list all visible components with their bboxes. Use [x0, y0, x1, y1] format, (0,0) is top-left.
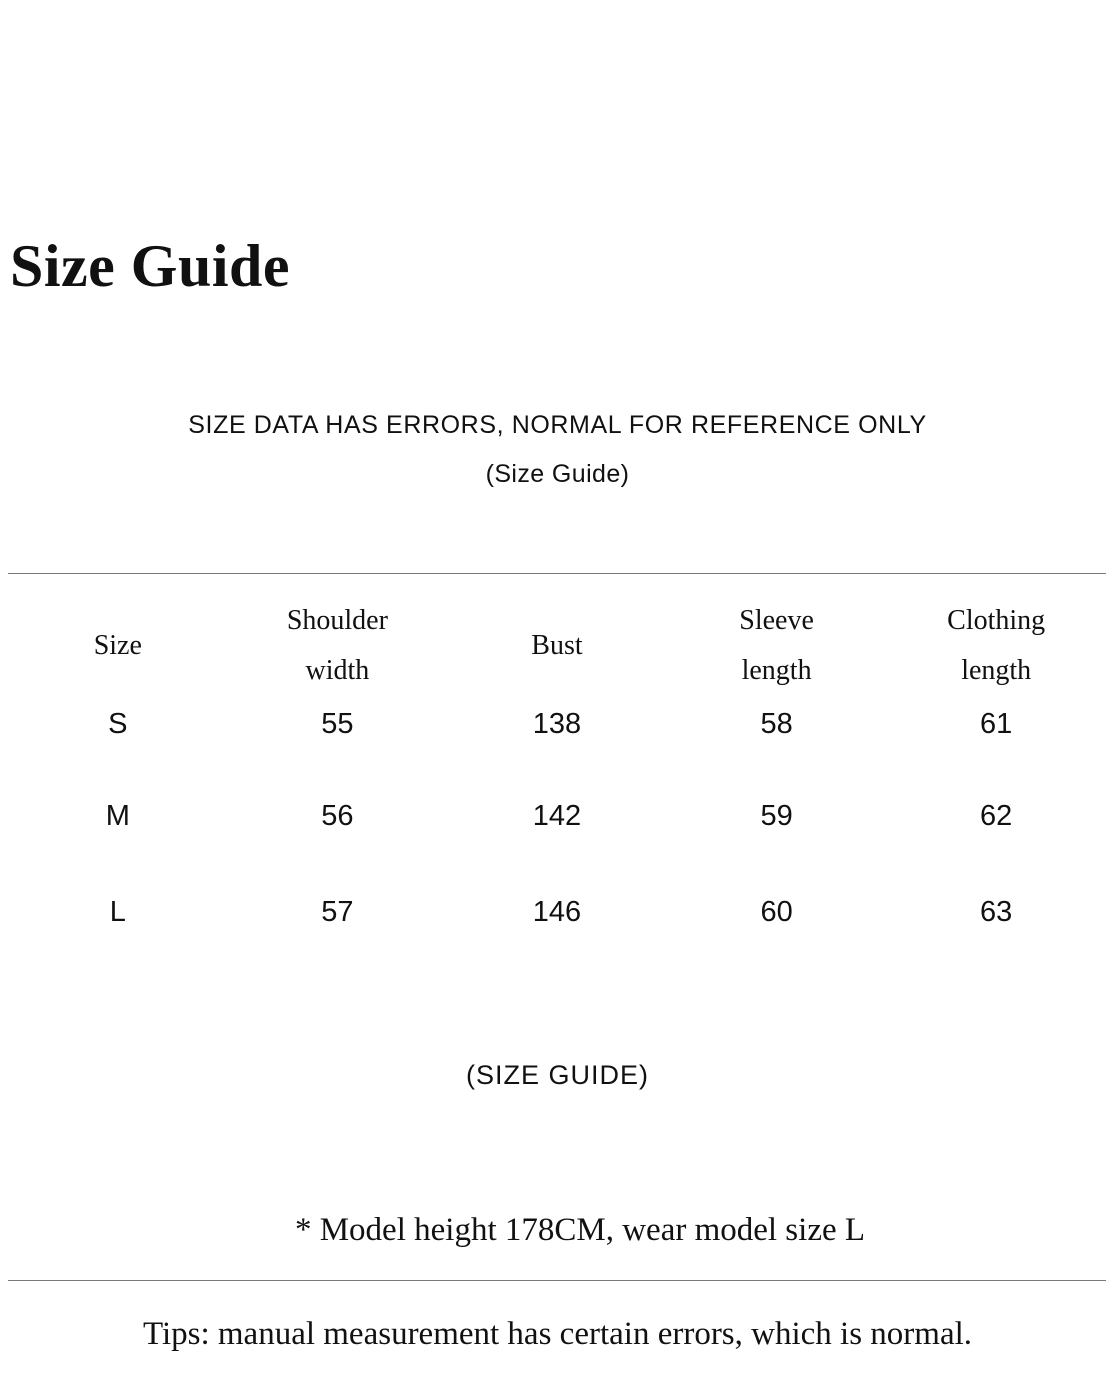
- top-divider: [8, 573, 1106, 574]
- size-table-header: [8, 596, 1106, 696]
- size-table-body: [8, 696, 1106, 960]
- cell-shoulder-width: 57: [321, 895, 354, 928]
- cell-clothing-length: 62: [980, 799, 1013, 832]
- cell-bust: 138: [532, 708, 582, 740]
- cell-shoulder-width: 55: [321, 708, 354, 740]
- cell-sleeve-length: 60: [760, 895, 793, 928]
- cell-bust: 142: [532, 799, 582, 832]
- cell-size: S: [108, 708, 128, 740]
- header-shoulder-width-line2: width: [305, 655, 370, 686]
- bottom-divider: [8, 1280, 1106, 1281]
- table-row-m: [8, 768, 1106, 864]
- header-bust-label: Bust: [531, 630, 583, 661]
- header-clothing-length-line2: length: [961, 655, 1032, 686]
- model-height-note: * Model height 178CM, wear model size L: [294, 1212, 866, 1248]
- measurement-tips: Tips: manual measurement has certain errors, which is normal.: [142, 1316, 973, 1352]
- header-shoulder-width: [228, 596, 448, 696]
- cell-sleeve-length: 58: [760, 708, 793, 740]
- cell-clothing-length: 63: [980, 895, 1013, 928]
- cell-bust: 146: [532, 895, 582, 928]
- header-bust: [447, 596, 667, 696]
- header-sleeve-length: [667, 596, 887, 696]
- cell-clothing-length: 61: [980, 708, 1013, 740]
- reference-notice: SIZE DATA HAS ERRORS, NORMAL FOR REFERENCE ONLY: [188, 411, 927, 439]
- header-sleeve-length-line1: Sleeve: [739, 605, 814, 636]
- cell-sleeve-length: 59: [760, 799, 793, 832]
- header-shoulder-width-line1: Shoulder: [286, 605, 388, 636]
- cell-size: L: [109, 895, 126, 928]
- header-sleeve-length-line2: length: [741, 655, 812, 686]
- header-clothing-length: [886, 596, 1106, 696]
- header-row: [8, 596, 1106, 696]
- header-clothing-length-line1: Clothing: [947, 605, 1046, 636]
- header-size: [8, 596, 228, 696]
- size-guide-subtitle: (Size Guide): [485, 460, 630, 488]
- page-title: Size Guide: [10, 233, 291, 299]
- header-size-label: Size: [93, 630, 142, 661]
- size-guide-footer-label: (SIZE GUIDE): [465, 1060, 649, 1090]
- table-row-s: [8, 696, 1106, 768]
- table-row-l: [8, 864, 1106, 960]
- cell-size: M: [105, 799, 130, 832]
- size-table: [8, 596, 1106, 960]
- cell-shoulder-width: 56: [321, 799, 354, 832]
